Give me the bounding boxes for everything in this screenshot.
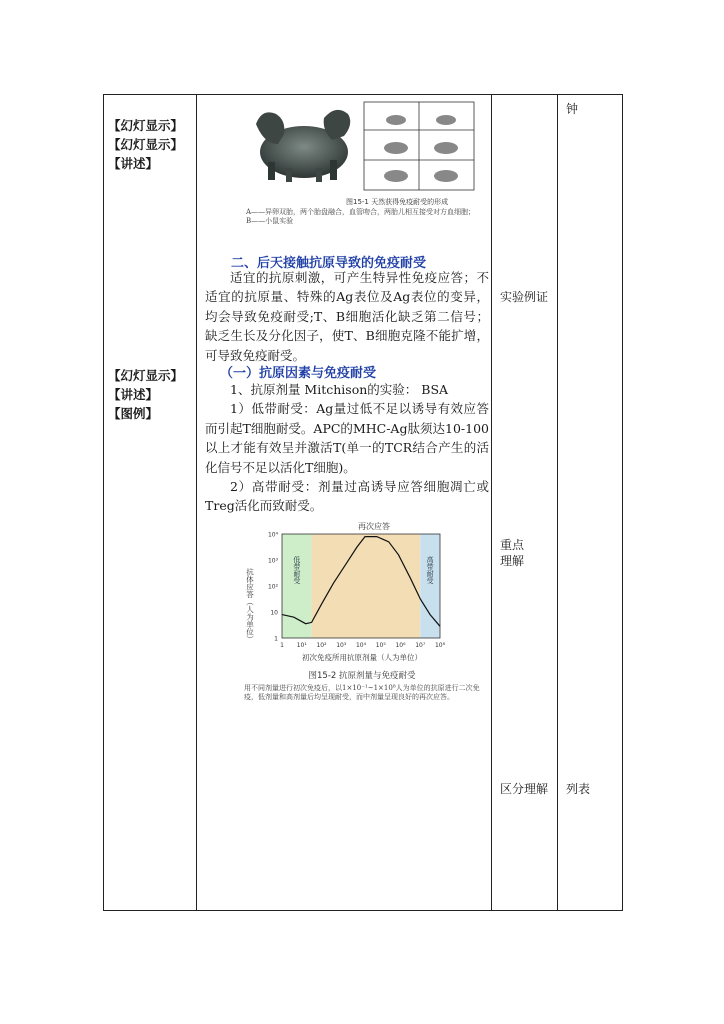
y-tick-label: 10⁴	[267, 531, 278, 539]
note-distinguish: 区分理解	[500, 782, 549, 796]
x-tick-label: 10⁴	[355, 642, 367, 649]
dose-zone	[282, 534, 312, 638]
right-note-top: 钟	[566, 102, 579, 116]
x-tick-label: 10⁸	[434, 642, 446, 649]
y-tick-label: 10³	[267, 557, 278, 565]
tag: 【幻灯显示】	[108, 137, 184, 152]
chart-caption: 图15-2 抗原剂量与免疫耐受	[308, 671, 416, 681]
y-tick-label: 10	[270, 609, 278, 617]
tag: 【讲述】	[108, 387, 159, 402]
dose-zone	[312, 534, 421, 638]
y-tick-label: 1	[274, 635, 278, 643]
x-tick-label: 1	[280, 642, 284, 649]
tag: 【幻灯显示】	[108, 118, 184, 133]
x-tick-label: 10⁵	[375, 642, 386, 649]
x-tick-label: 10²	[316, 642, 327, 649]
tag: 【图例】	[108, 406, 159, 421]
chart-title: 再次应答	[358, 522, 390, 531]
column-divider	[196, 94, 197, 911]
note-key-point: 重点	[500, 538, 525, 552]
chart-note: 用不同剂量进行初次免疫后，以1×10⁻¹~1×10⁸人为单位的抗原进行二次免疫，低剂量和高剂量后均呈现耐受，而中剂量呈现良好的再次应答。	[244, 684, 480, 701]
y-axis-label: 抗体应答（人为单位）	[245, 568, 255, 643]
subsection-body: 1、抗原剂量 Mitchison的实验： BSA 1）低带耐受：Ag量过低不足以诱导有效应答而引起T细胞耐受。APC的MHC-Ag肽须达10-100以上才能有效呈并激活T(单一的TCR结合产生的活化信号不足以活化T细胞)。 2）高带耐受：剂量过高诱导应答细胞凋亡或Treg活化而致耐受。	[205, 382, 489, 514]
zone-label: 高带耐受	[426, 556, 435, 584]
note-understand: 理解	[500, 554, 525, 568]
x-tick-label: 10⁷	[415, 642, 426, 649]
x-tick-label: 10³	[336, 642, 347, 649]
figure-tolerance-illustration	[246, 100, 476, 248]
subsection-title: （一）抗原因素与免疫耐受	[220, 366, 377, 381]
x-tick-label: 10⁶	[395, 642, 406, 649]
figure-caption: 图15-1 天然获得免疫耐受的形成	[346, 198, 449, 206]
y-tick-label: 10²	[267, 583, 278, 591]
note-list: 列表	[566, 782, 591, 796]
tag: 【讲述】	[108, 156, 159, 171]
x-axis-label: 初次免疫所用抗原剂量（人为单位）	[302, 653, 422, 662]
column-divider	[491, 94, 492, 911]
left-column	[108, 116, 196, 421]
antigen-dose-chart	[244, 518, 490, 720]
zone-label: 低带耐受	[292, 556, 301, 584]
section-paragraph: 适宜的抗原刺激，可产生特异性免疫应答；不适宜的抗原量、特殊的Ag表位及Ag表位的变异，均会导致免疫耐受;T、B细胞活化缺乏第二信号；缺乏生长及分化因子，使T、B细胞克隆不能扩增，可导致免疫耐受。	[205, 270, 489, 363]
bronze-bull-sculpture-image	[256, 110, 350, 182]
x-tick-label: 10¹	[296, 642, 307, 649]
figure-description: A——异卵双胎，两个胎盘融合，血管吻合，两胎儿相互接受对方血细胞；B——小鼠实验	[246, 208, 476, 225]
tag: 【幻灯显示】	[108, 368, 184, 383]
column-divider	[557, 94, 558, 911]
section-title: 二、后天接触抗原导致的免疫耐受	[231, 256, 427, 271]
note-experiment: 实验例证	[500, 290, 549, 304]
